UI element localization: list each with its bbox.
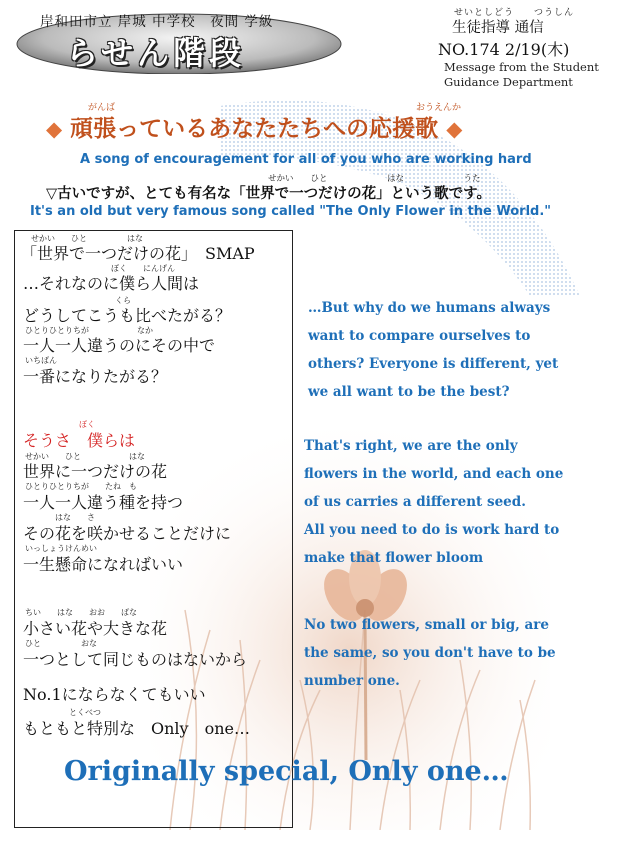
- lyric-ruby: ひと おな: [25, 639, 97, 648]
- lyric-ruby: ぼく: [79, 420, 95, 429]
- intro-ruby: せかい ひと はな うた: [268, 174, 481, 184]
- translation-line: of us carries a different seed.: [304, 494, 526, 510]
- magazine-title: らせん階段: [66, 34, 246, 72]
- lyric-ruby: ちい はな おお ばな: [25, 608, 137, 617]
- headline: [46, 110, 462, 143]
- school-name: 岸和田市立 岸城 中学校 夜間 学級: [40, 14, 274, 30]
- headline-text: 頑張っているあなたたちへの応援歌: [70, 116, 439, 142]
- intro-japanese: ▽古いですが、とても有名な「世界で一つだけの花」という歌です。: [46, 186, 491, 202]
- translation-line: number one.: [304, 673, 400, 689]
- diamond-left-icon: ◆: [46, 117, 63, 141]
- issue-number: NO.174 2/19(木): [438, 40, 570, 59]
- lyric-line: 一生懸命になればいい: [23, 555, 184, 574]
- lyric-line: もともと特別な Only one…: [23, 719, 250, 738]
- headline-english: A song of encouragement for all of you who are working hard: [80, 152, 532, 167]
- headline-ruby-ouenka: おうえんか: [416, 103, 462, 113]
- lyric-line: …それなのに僕ら人間は: [23, 274, 200, 293]
- lyric-line: No.1にならなくてもいい: [23, 685, 206, 704]
- guidance-ruby: せいとしどう つうしん: [454, 8, 575, 18]
- lyric-line-highlight: そうさ 僕らは: [23, 431, 136, 450]
- lyrics-box: [14, 230, 293, 828]
- lyric-line: どうしてこうも比べたがる？: [23, 306, 232, 325]
- closing-slogan: Originally special, Only one…: [64, 756, 509, 787]
- translation-line: the same, so you don't have to be: [304, 645, 556, 661]
- translation-line: That's right, we are the only: [304, 438, 518, 454]
- lyric-ruby: とくべつ: [69, 708, 101, 717]
- lyric-line: 一つとして同じものはないから: [23, 650, 248, 669]
- lyric-line: 一人一人違う種を持つ: [23, 493, 184, 512]
- translation-line: make that flower bloom: [304, 550, 484, 566]
- translation-line: others? Everyone is different, yet: [308, 356, 559, 372]
- intro-english: It's an old but very famous song called "The Only Flower in the World.": [30, 204, 552, 219]
- lyric-line: 「世界で一つだけの花」 SMAP: [21, 244, 255, 263]
- guidance-title: 生徒指導 通信: [452, 20, 544, 36]
- lyric-ruby: いっしょうけんめい: [25, 544, 97, 553]
- message-line-1: Message from the Student: [444, 60, 599, 74]
- lyric-line: 一人一人違うのにその中で: [23, 336, 216, 355]
- lyric-ruby: せかい ひと はな: [25, 452, 145, 461]
- translation-line: we all want to be the best?: [308, 384, 510, 400]
- translation-line: want to compare ourselves to: [308, 328, 531, 344]
- lyric-ruby: くら: [115, 296, 131, 305]
- translation-line: All you need to do is work hard to: [304, 522, 560, 538]
- translation-line: No two flowers, small or big, are: [304, 617, 550, 633]
- lyric-ruby: はな さ: [55, 513, 95, 522]
- lyric-ruby: ひとりひとりちが なか: [25, 326, 153, 335]
- translation-line: …But why do we humans always: [308, 300, 551, 316]
- lyric-line: 世界に一つだけの花: [23, 462, 168, 481]
- message-line-2: Guidance Department: [444, 75, 573, 89]
- lyric-ruby: ぼく にんげん: [111, 264, 175, 273]
- translation-line: flowers in the world, and each one: [304, 466, 564, 482]
- lyric-ruby: せかい ひと はな: [31, 234, 143, 243]
- lyric-ruby: ひとりひとりちが たね も: [25, 482, 137, 491]
- lyric-ruby: いちばん: [25, 356, 57, 365]
- lyric-line: 小さい花や大きな花: [23, 619, 168, 638]
- lyric-line: その花を咲かせることだけに: [23, 524, 232, 543]
- headline-ruby-ganba: がんば: [88, 103, 116, 113]
- diamond-right-icon: ◆: [446, 117, 463, 141]
- lyric-line: 一番になりたがる？: [23, 367, 168, 386]
